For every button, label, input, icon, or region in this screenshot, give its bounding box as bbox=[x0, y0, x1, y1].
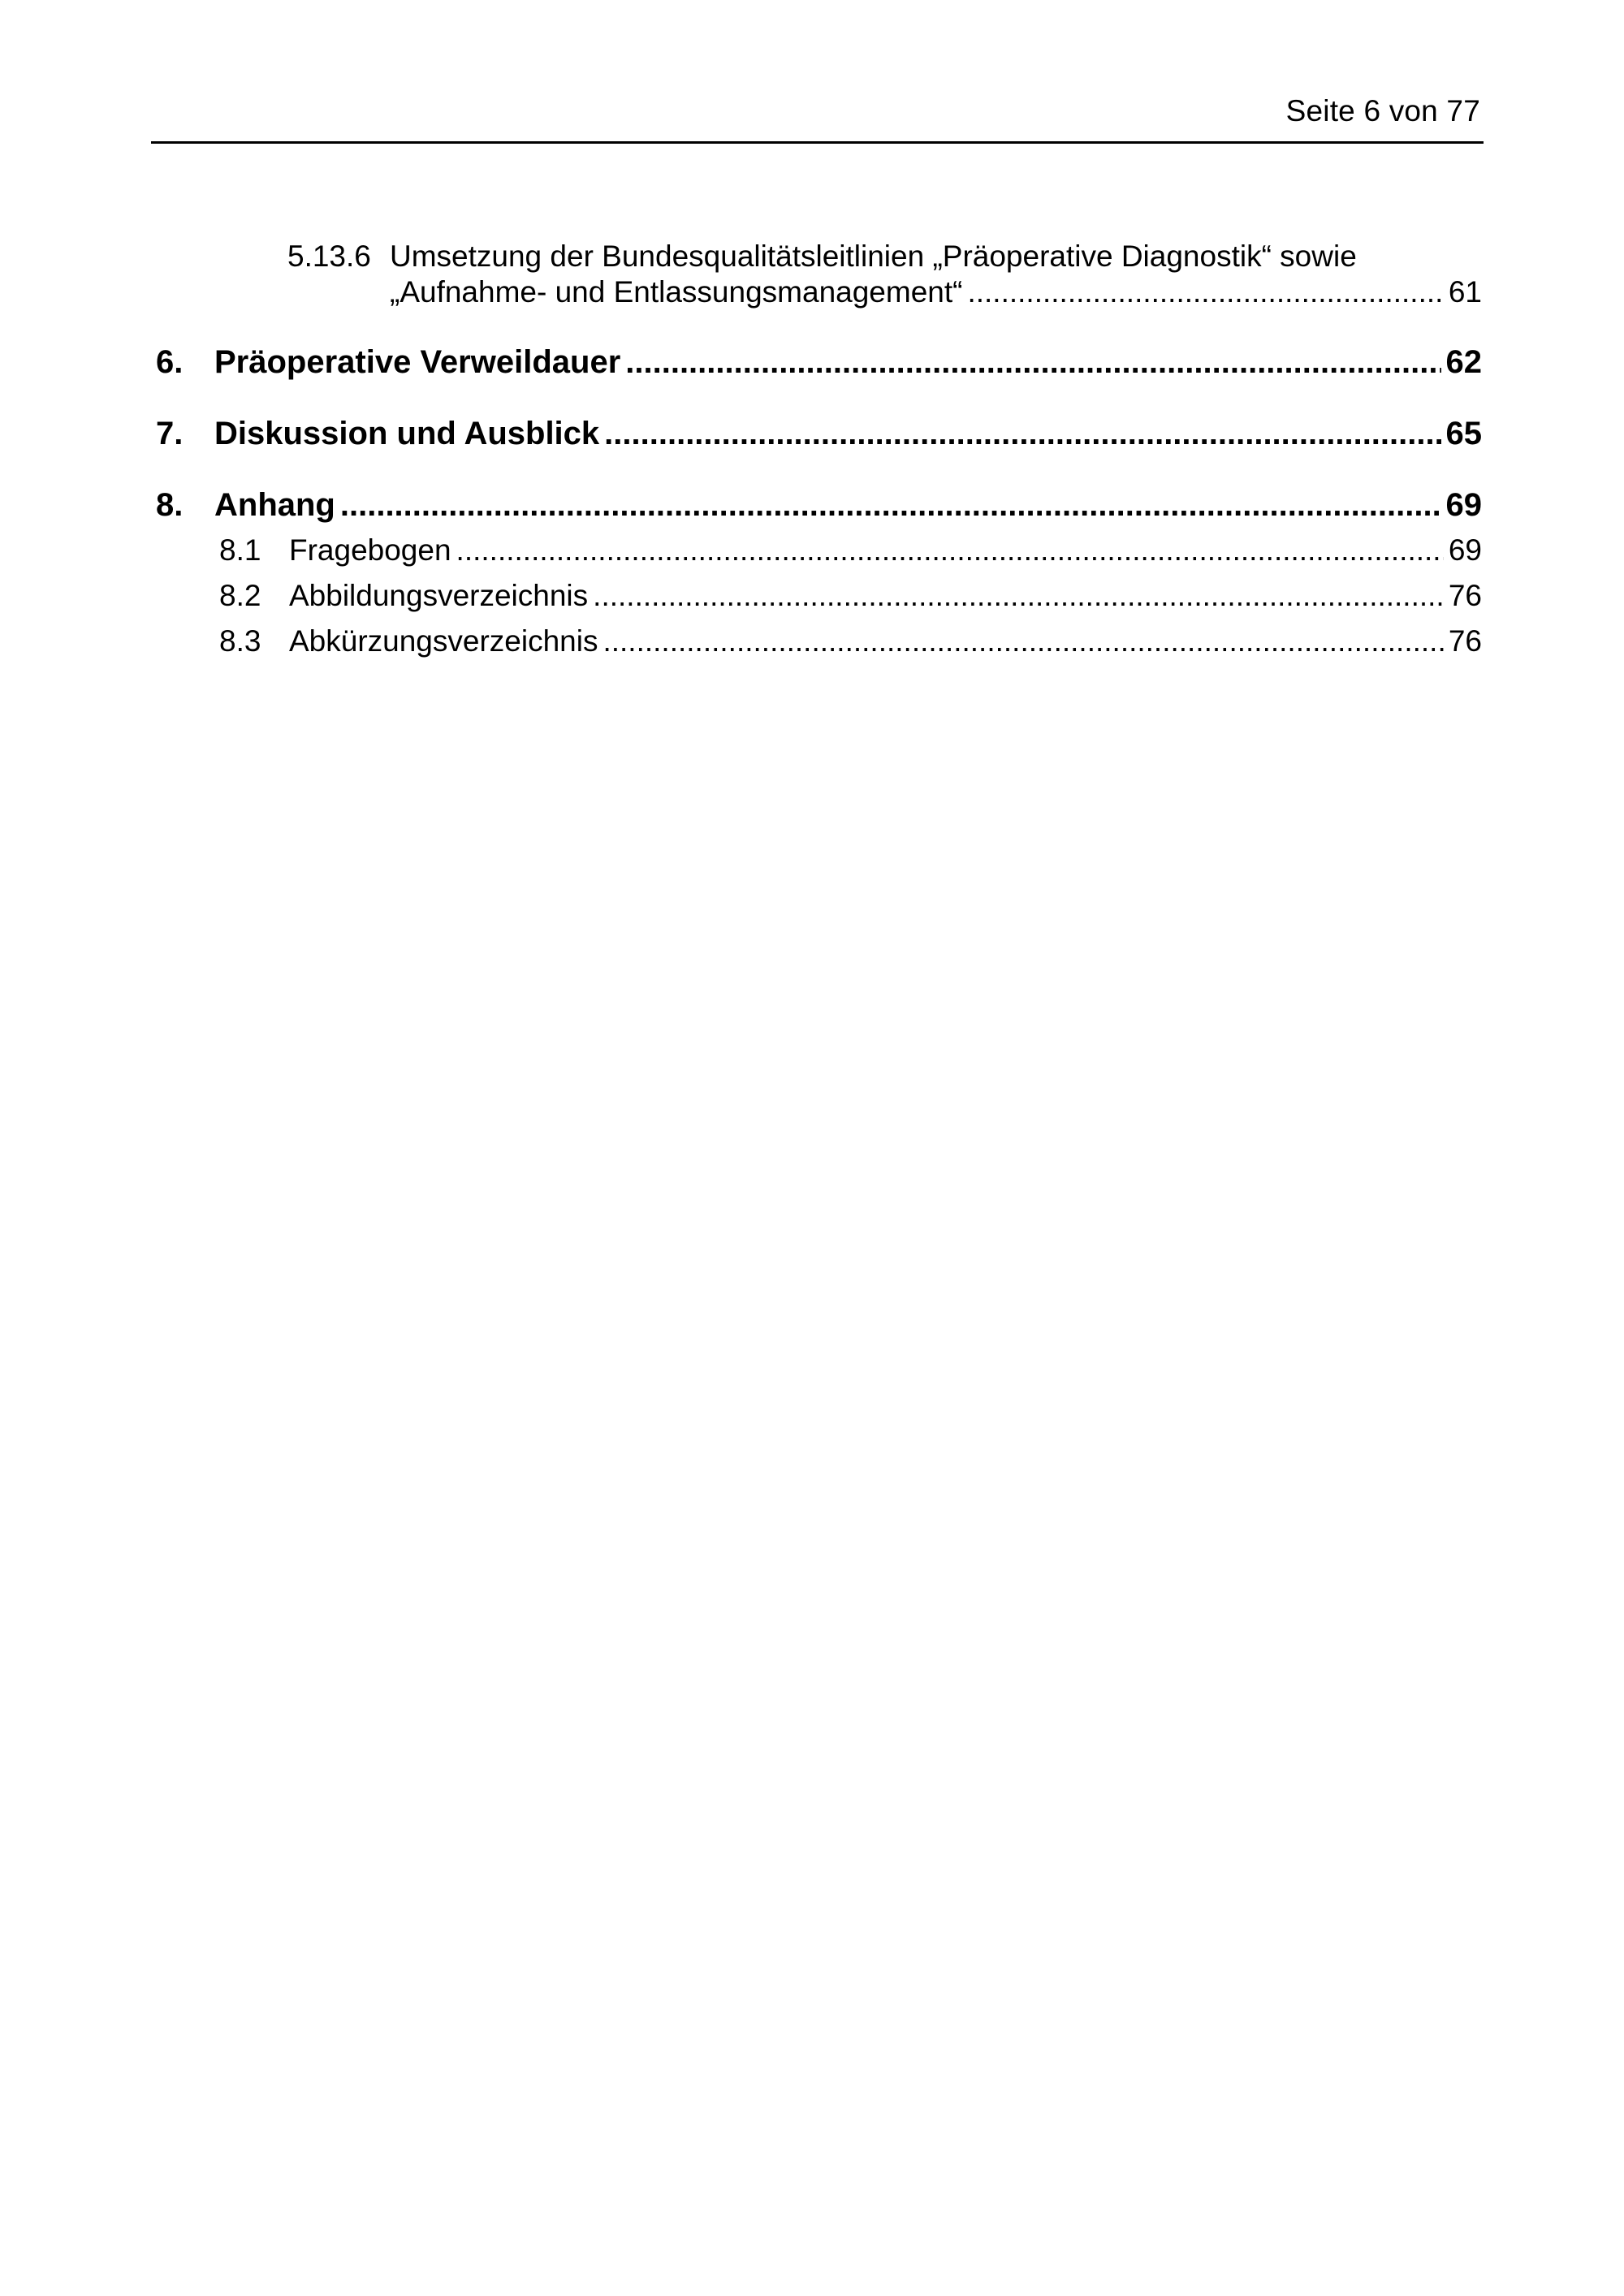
toc-section-row bbox=[289, 624, 1482, 659]
dot-leader bbox=[625, 343, 1440, 382]
toc-chapter-number: 6. bbox=[156, 344, 184, 380]
toc-chapter-number: 7. bbox=[156, 416, 184, 451]
toc-chapter-6[interactable] bbox=[151, 343, 1484, 382]
toc-page-ref: 61 bbox=[1448, 275, 1482, 309]
dot-leader bbox=[604, 414, 1440, 453]
toc-chapter-row bbox=[214, 414, 1482, 453]
toc-page-ref: 65 bbox=[1445, 416, 1482, 451]
toc-entry-title-line1: Umsetzung der Bundesqualitätsleitlinien „Präoperative Diagnostik“ sowie bbox=[390, 240, 1357, 273]
toc-entry-title-line2: „Aufnahme- und Entlassungsmanagement“ bbox=[390, 275, 963, 309]
page-header bbox=[151, 88, 1484, 144]
dot-leader bbox=[340, 486, 1441, 524]
dot-leader bbox=[967, 274, 1443, 310]
toc-entry-title-line2-row bbox=[390, 274, 1482, 310]
toc-section-row bbox=[289, 533, 1482, 568]
toc-page-ref: 62 bbox=[1445, 344, 1482, 380]
toc-section-row bbox=[289, 578, 1482, 614]
toc-page-ref: 76 bbox=[1448, 579, 1482, 612]
toc-chapter-title: Anhang bbox=[214, 487, 335, 523]
dot-leader bbox=[603, 624, 1443, 659]
toc-section-number: 8.3 bbox=[219, 624, 261, 658]
toc-section-8-2[interactable] bbox=[151, 578, 1484, 614]
toc-chapter-number: 8. bbox=[156, 487, 184, 523]
toc-section-number: 8.1 bbox=[219, 533, 261, 567]
toc-chapter-8[interactable] bbox=[151, 486, 1484, 524]
toc-page-ref: 76 bbox=[1448, 624, 1482, 658]
toc-section-title: Abbildungsverzeichnis bbox=[289, 579, 589, 612]
toc-chapter-title: Diskussion und Ausblick bbox=[214, 416, 600, 451]
toc-section-title: Abkürzungsverzeichnis bbox=[289, 624, 598, 658]
toc-section-8-3[interactable] bbox=[151, 624, 1484, 659]
toc-chapter-title: Präoperative Verweildauer bbox=[214, 344, 621, 380]
toc-section-8-1[interactable] bbox=[151, 533, 1484, 568]
toc-chapter-7[interactable] bbox=[151, 414, 1484, 453]
page-number: Seite 6 von 77 bbox=[1285, 94, 1480, 127]
dot-leader bbox=[456, 533, 1444, 568]
toc-entry-number: 5.13.6 bbox=[287, 240, 371, 273]
toc-chapter-row bbox=[214, 486, 1482, 524]
toc-section-number: 8.2 bbox=[219, 579, 261, 612]
toc-entry-5-13-6[interactable] bbox=[151, 239, 1484, 312]
toc-chapter-row bbox=[214, 343, 1482, 382]
toc-page-ref: 69 bbox=[1448, 533, 1482, 567]
toc-section-title: Fragebogen bbox=[289, 533, 451, 567]
toc-page-ref: 69 bbox=[1445, 487, 1482, 523]
dot-leader bbox=[593, 578, 1444, 614]
